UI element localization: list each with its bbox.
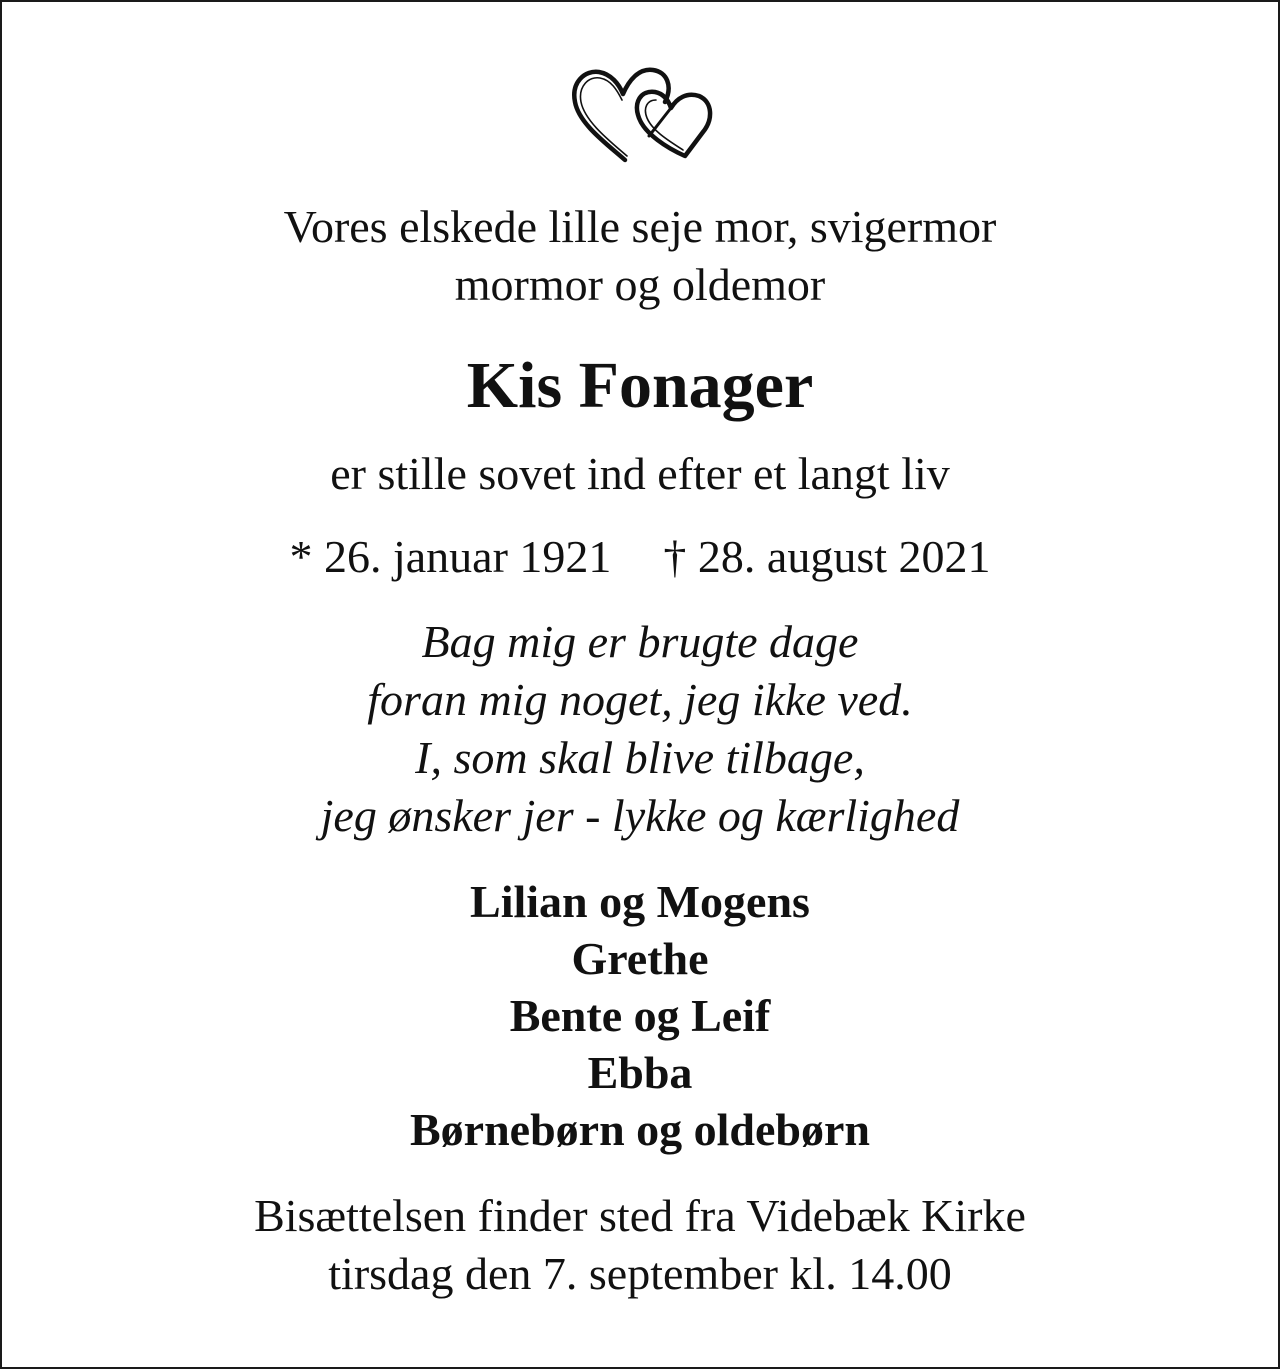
poem-line: foran mig noget, jeg ikke ved.: [367, 674, 913, 725]
signer: Ebba: [587, 1047, 693, 1098]
intro-text: [2, 198, 1278, 314]
poem-line: Bag mig er brugte dage: [421, 616, 859, 667]
poem-line: jeg ønsker jer - lykke og kærlighed: [320, 790, 960, 841]
interlocking-hearts-icon: [567, 64, 717, 174]
intro-line: Vores elskede lille seje mor, svigermor: [283, 201, 997, 252]
signer: Lilian og Mogens: [470, 876, 810, 927]
poem-line: I, som skal blive tilbage,: [415, 732, 865, 783]
signer: Grethe: [571, 933, 709, 984]
signers: [2, 873, 1278, 1158]
ceremony-line: Bisættelsen finder sted fra Videbæk Kirke: [254, 1190, 1026, 1241]
intro-line: mormor og oldemor: [454, 259, 826, 310]
subtitle: er stille sovet ind efter et langt liv: [330, 448, 950, 499]
poem: [2, 613, 1278, 845]
signer: Bente og Leif: [509, 990, 771, 1041]
birth-date: * 26. januar 1921: [289, 531, 612, 582]
ceremony-info: [2, 1187, 1278, 1303]
life-dates: [2, 526, 1278, 588]
deceased-name: Kis Fonager: [466, 349, 814, 422]
ceremony-line: tirsdag den 7. september kl. 14.00: [328, 1248, 952, 1299]
signer: Børnebørn og oldebørn: [409, 1104, 871, 1155]
death-date: † 28. august 2021: [663, 531, 991, 582]
